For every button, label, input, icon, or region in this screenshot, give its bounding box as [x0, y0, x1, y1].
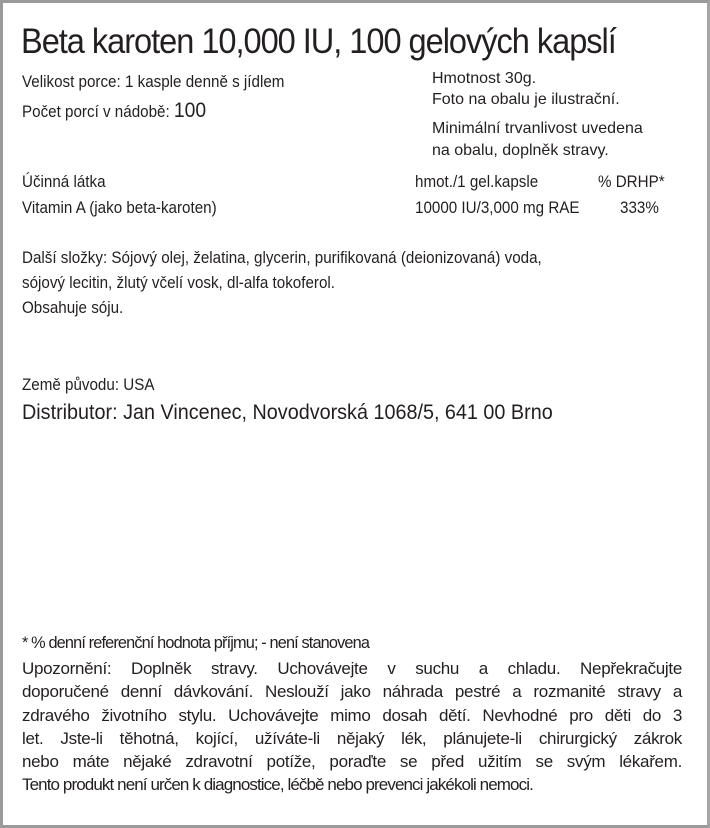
warning-line: Tento produkt není určen k diagnostice, léčbě nebo prevenci jakékoli nemoci.	[22, 775, 533, 795]
warning-line: zdravého životního stylu. Uchovávejte mimo dosah dětí. Nevhodné pro děti do 3	[22, 705, 682, 725]
warning-line: Upozornění: Doplněk stravy. Uchovávejte v suchu a chladu. Nepřekračujte	[22, 659, 682, 678]
servings-label: Počet porcí v nádobě:	[22, 103, 174, 121]
shelf-life-info: Minimální trvanlivost uvedena	[432, 120, 643, 137]
serving-size: Velikost porce: 1 kasple denně s jídlem	[22, 73, 285, 91]
row-ingredient: Vitamin A (jako beta-karoten)	[22, 199, 217, 217]
product-title: Beta karoten 10,000 IU, 100 gelových kapslí	[21, 22, 616, 61]
distributor: Distributor: Jan Vincenec, Novodvorská 1068/5, 641 00 Brno	[22, 400, 553, 424]
warning-text	[22, 657, 682, 797]
servings-value: 100	[173, 99, 207, 122]
header-ingredient: Účinná látka	[22, 173, 106, 191]
servings-per-container	[22, 99, 206, 123]
row-amount: 10000 IU/3,000 mg RAE	[415, 199, 580, 217]
drhp-footnote: * % denní referenční hodnota příjmu; - není stanovena	[22, 633, 370, 652]
ingredients-line: Další složky: Sójový olej, želatina, glycerin, purifikovaná (deionizovaná) voda,	[22, 249, 542, 267]
allergen-notice: Obsahuje sóju.	[22, 299, 124, 317]
header-drhp: % DRHP*	[598, 173, 665, 191]
supplement-info: na obalu, doplněk stravy.	[432, 142, 609, 159]
ingredients-line: sójový lecitin, žlutý včelí vosk, dl-alfa tokoferol.	[22, 274, 336, 292]
row-drhp: 333%	[620, 199, 659, 217]
weight-info: Hmotnost 30g.	[432, 70, 537, 87]
warning-line: doporučené denní dávkování. Neslouží jako náhrada pestré a rozmanité stravy a	[22, 682, 682, 702]
photo-disclaimer: Foto na obalu je ilustrační.	[432, 91, 620, 108]
country-of-origin: Země původu: USA	[22, 376, 155, 394]
header-amount: hmot./1 gel.kapsle	[415, 173, 539, 191]
warning-line: nebo máte nějaké zdravotní potíže, poraďte se před užitím se svým lékařem.	[22, 752, 682, 772]
warning-line: let. Jste-li těhotná, kojící, užíváte-li nějaký lék, plánujete-li chirurgický zákrok	[22, 728, 682, 748]
